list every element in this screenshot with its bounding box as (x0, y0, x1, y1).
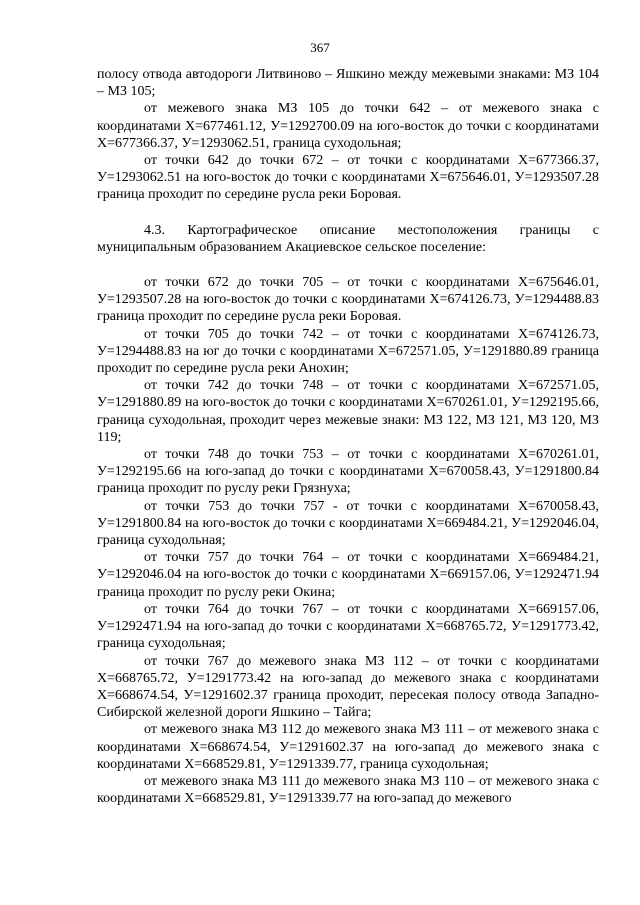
paragraph-9: от точки 753 до точки 757 - от точки с координатами Х=670058.43, У=1291800.84 на юго-восток до точки с координатами Х=669484.21, У=1292046.04, граница суходольная; (97, 498, 599, 549)
document-body (97, 66, 599, 807)
paragraph-5: от точки 672 до точки 705 – от точки с координатами Х=675646.01, У=1293507.28 на юго-восток до точки с координатами Х=674126.73, У=1294488.83 граница проходит по середине русла реки Боровая. (97, 275, 599, 325)
page-number: 367 (310, 40, 330, 55)
paragraph-14: от межевого знака МЗ 111 до межевого знака МЗ 110 – от межевого знака с координатами Х=668529.81, У=1291339.77 на юго-запад до межевого (97, 773, 599, 807)
paragraph-3: от точки 642 до точки 672 – от точки с координатами Х=677366.37, У=1293062.51 на юго-восток до точки с координатами Х=675646.01, У=1293507.28 граница проходит по середине русла реки Боровая. (97, 153, 599, 203)
section-heading-4-3: 4.3. Картографическое описание местоположения границы с муниципальным образованием Акациевское сельское поселение: (97, 222, 599, 255)
paragraph-1: полосу отвода автодороги Литвиново – Яшкино между межевыми знаками: МЗ 104 – МЗ 105; (97, 67, 599, 100)
paragraph-2: от межевого знака МЗ 105 до точки 642 – от межевого знака с координатами Х=677461.12, У=1292700.09 на юго-восток до точки с координатами Х=677366.37, У=1293062.51, граница суходольная; (97, 101, 599, 151)
paragraph-12: от точки 767 до межевого знака МЗ 112 – от точки с координатами Х=668765.72, У=1291773.42 на юго-запад до межевого знака с координатами Х=668674.54, У=1291602.37 граница проходит, пересекая полосу отвода Западно-Сибирской железной дороги Яшкино – Тайга; (97, 653, 599, 721)
paragraph-6: от точки 705 до точки 742 – от точки с координатами Х=674126.73, У=1294488.83 на юг до точки с координатами Х=672571.05, У=1291880.89 граница проходит по середине русла реки Анохин; (97, 326, 599, 377)
paragraph-10: от точки 757 до точки 764 – от точки с координатами Х=669484.21, У=1292046.04 на юго-восток до точки с координатами Х=669157.06, У=1292471.94 граница проходит по руслу реки Окина; (97, 550, 599, 600)
paragraph-11: от точки 764 до точки 767 – от точки с координатами Х=669157.06, У=1292471.94 на юго-запад до точки с координатами Х=668765.72, У=1291773.42, граница суходольная; (97, 601, 599, 652)
paragraph-13: от межевого знака МЗ 112 до межевого знака МЗ 111 – от межевого знака с координатами Х=668674.54, У=1291602.37 на юго-запад до межевого знака с координатами Х=668529.81, У=1291339.77, граница суходольная; (97, 722, 599, 772)
paragraph-8: от точки 748 до точки 753 – от точки с координатами Х=670261.01, У=1292195.66 на юго-запад до точки с координатами Х=670058.43, У=1291800.84 граница проходит по руслу реки Грязнуха; (97, 447, 599, 497)
paragraph-7: от точки 742 до точки 748 – от точки с координатами Х=672571.05, У=1291880.89 на юго-восток до точки с координатами Х=670261.01, У=1292195.66, граница суходольная, проходит через межевые знаки: МЗ 122, МЗ 121, МЗ 120, МЗ 119; (97, 378, 599, 445)
